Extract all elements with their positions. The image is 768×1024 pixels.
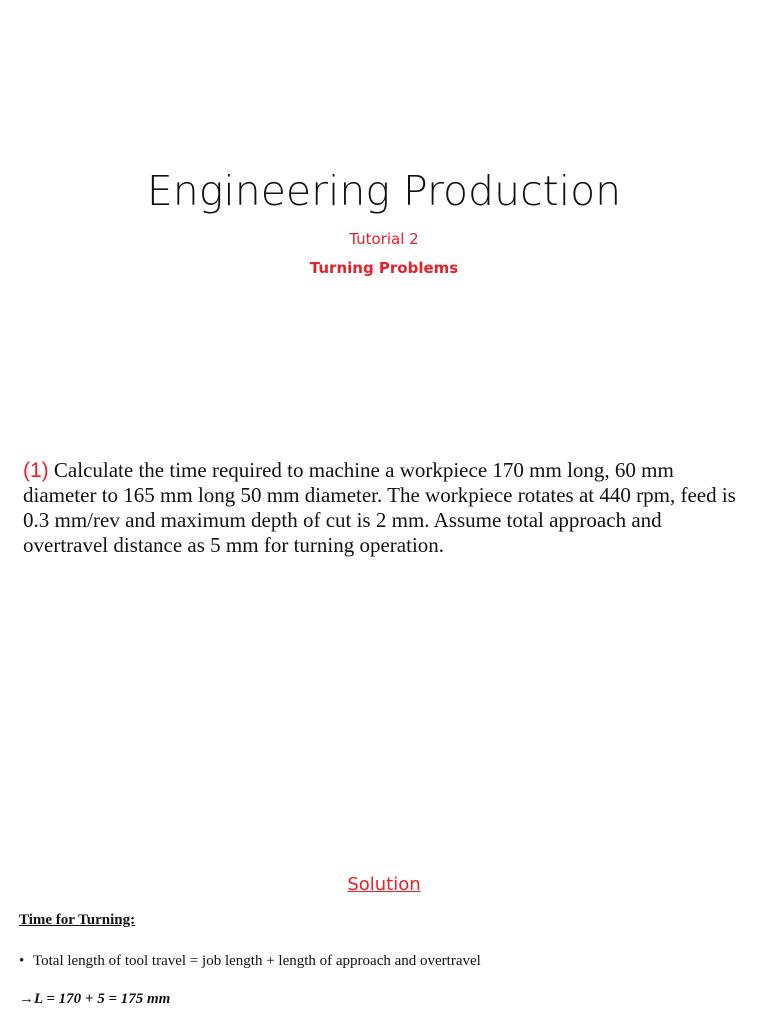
bullet-marker: • [19,953,25,969]
bullet-item [19,951,759,971]
problem-number: (1) [23,459,49,482]
formula-line: →L = 170 + 5 = 175 mm [19,991,171,1007]
page-title: Engineering Production [146,167,622,215]
solution-heading: Solution [347,874,421,895]
time-for-turning-heading: Time for Turning: [19,912,136,928]
problem-text: Calculate the time required to machine a workpiece 170 mm long, 60 mm diameter to 165 mm long 50 mm diameter. The workpiece rotates at 440 rpm, feed is 0.3 mm/rev and maximum depth of cut is 2 mm. Assume total approach and overtravel distance as 5 mm for turning operation. [23,458,736,557]
tutorial-label: Tutorial 2 [349,230,419,248]
topic-label: Turning Problems [309,259,459,277]
bullet-text: Total length of tool travel = job length + length of approach and overtravel [33,953,481,969]
problem-statement [23,458,743,558]
